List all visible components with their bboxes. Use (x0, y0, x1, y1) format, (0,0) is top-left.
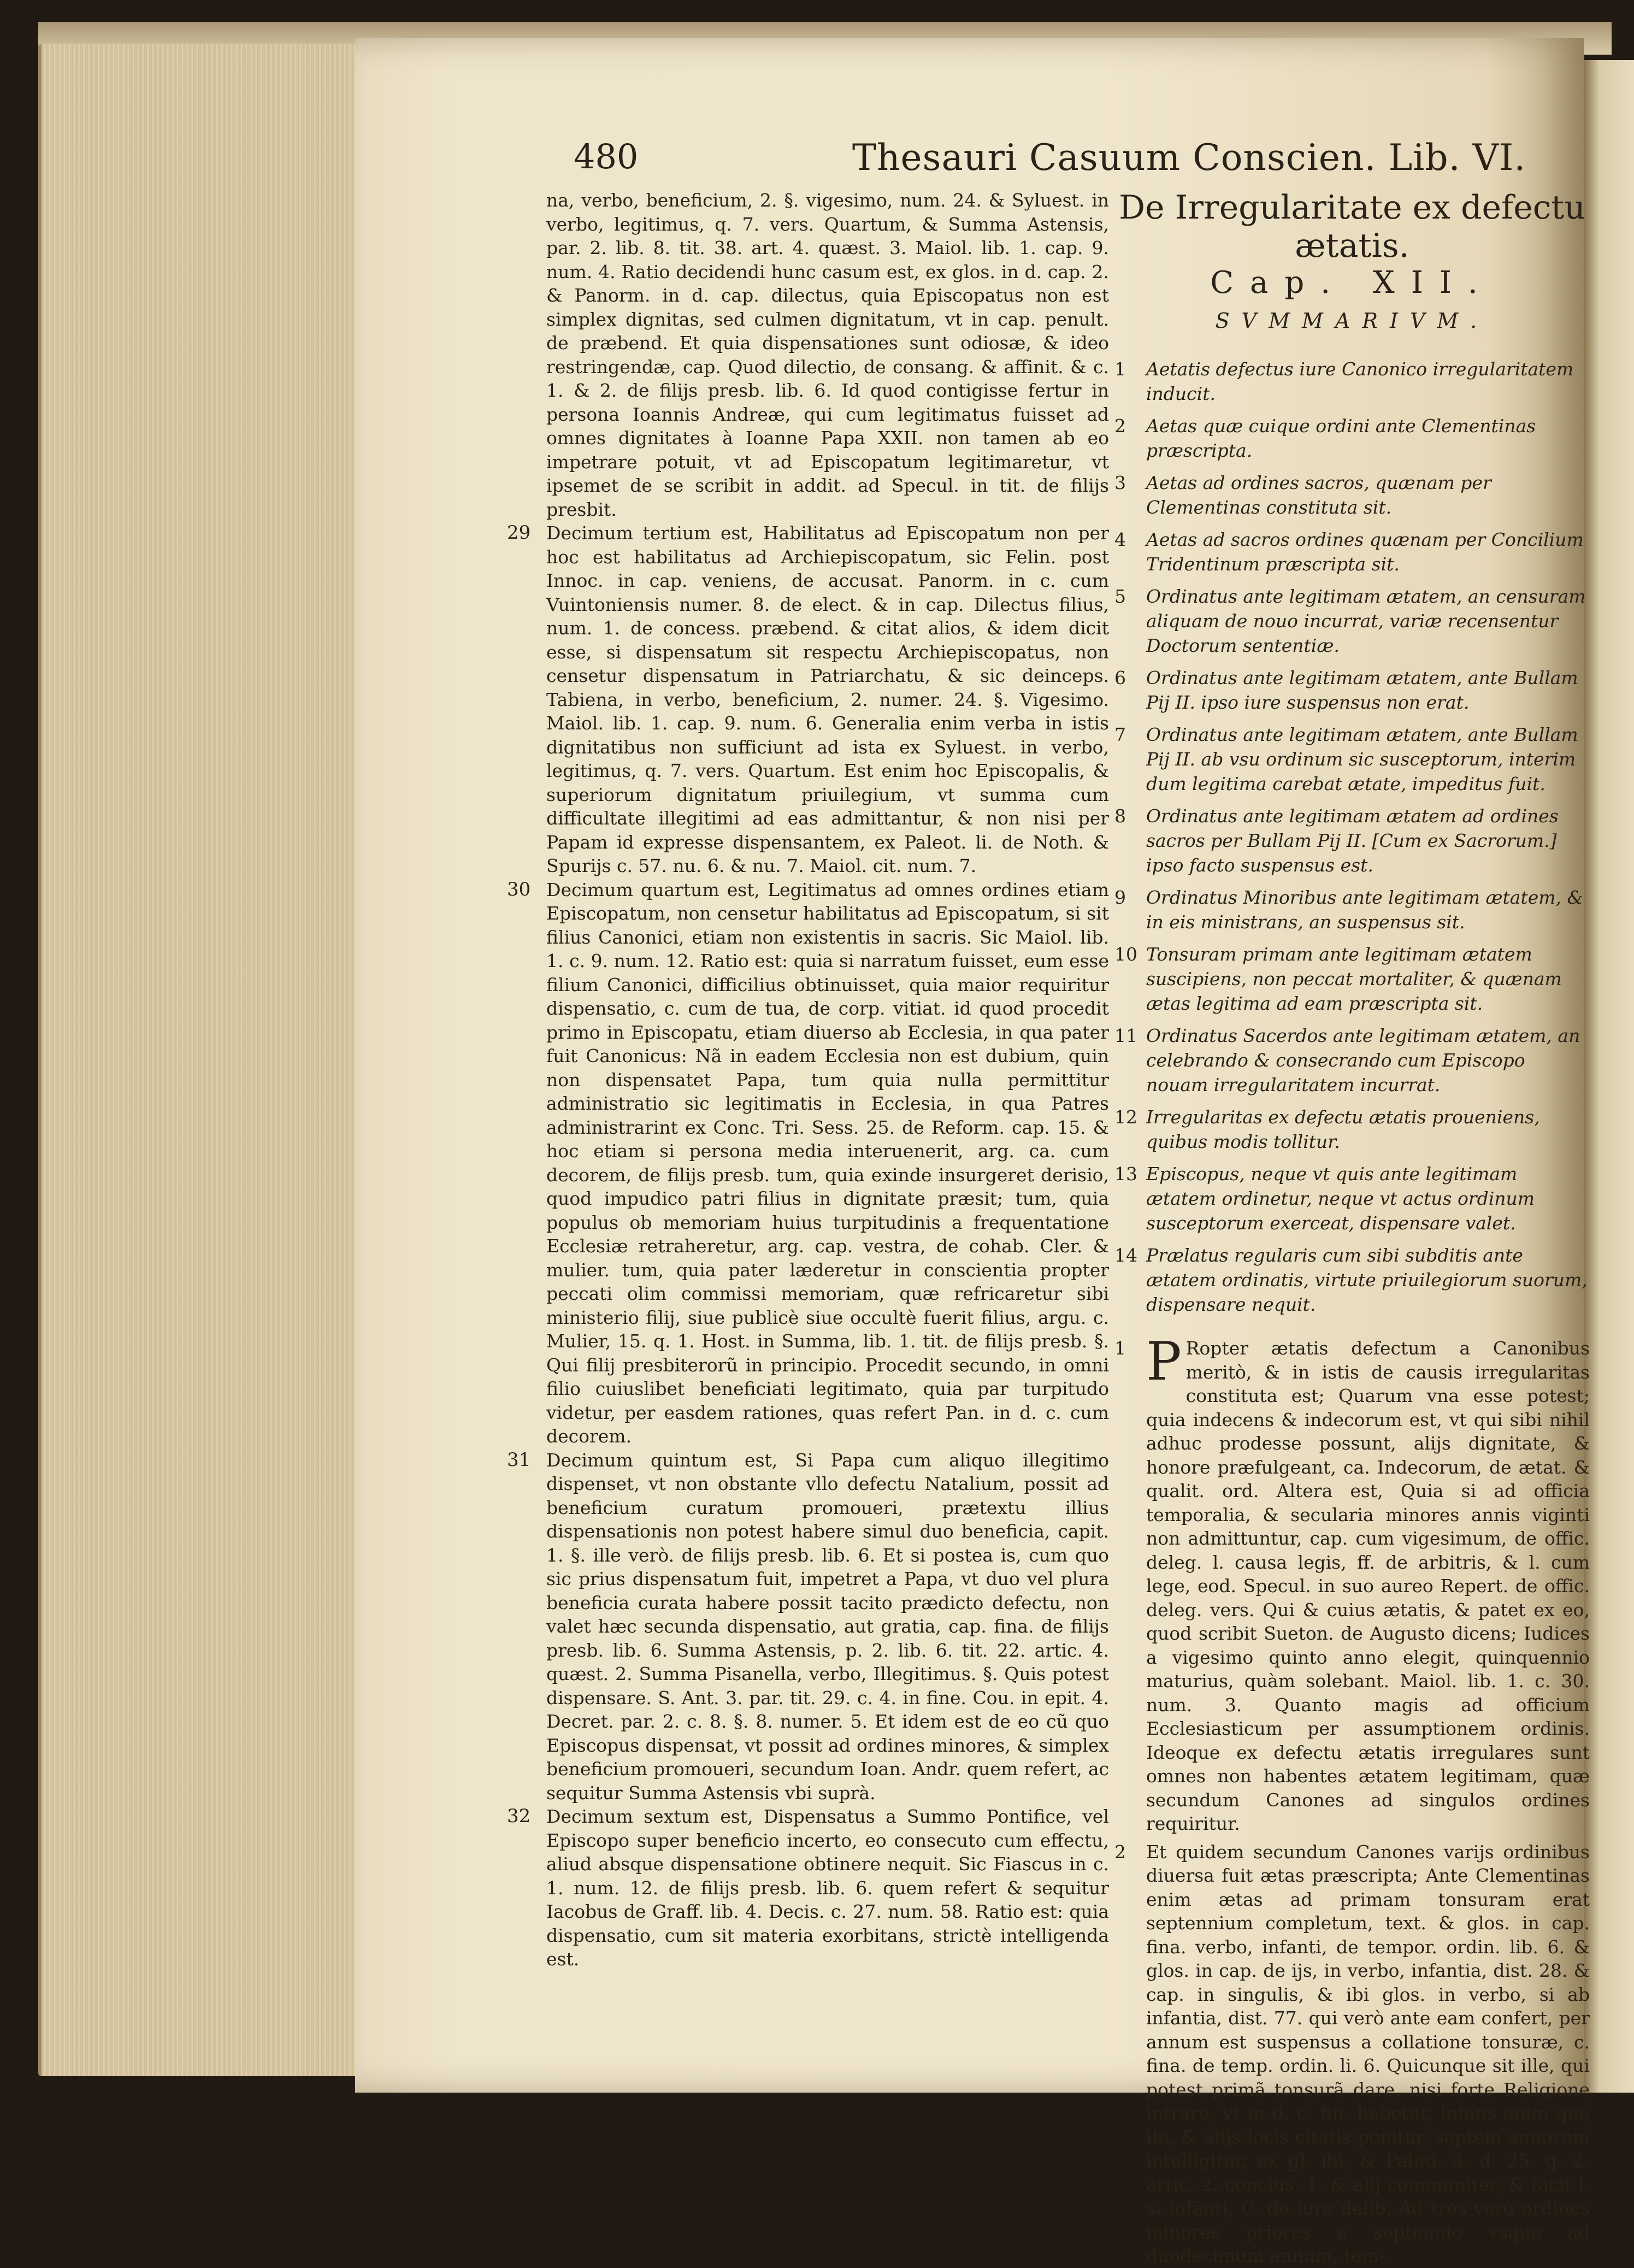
summary-item-number: 6 (1114, 667, 1126, 688)
left-paragraph-2 (507, 878, 1109, 1448)
summary-item-text: Episcopus, neque vt quis ante legitimam ætatem ordinetur, neque vt actus ordinum susceptorum exerceat, dispensare valet. (1146, 1163, 1535, 1234)
margin-number: 1 (1114, 1338, 1126, 1359)
left-paragraph-3 (507, 1448, 1109, 1805)
paragraph-text: na, verbo, beneficium, 2. §. vigesimo, num. 24. & Syluest. in verbo, legitimus, q. 7. vers. Quartum, & Summa Astensis, par. 2. lib. 8. tit. 38. art. 4. quæst. 3. Maiol. lib. 1. cap. 9. num. 4. Ratio decidendi hunc casum est, ex glos. in d. cap. 2. & Panorm. in d. cap. dilectus, quia Episcopatus non est simplex dignitas, sed culmen dignitatum, vt in cap. penult. de præbend. Et quia dispensationes sunt odiosæ, & ideo restringendæ, cap. Quod dilectio, de consang. & affinit. & c. 1. & 2. de filijs presb. lib. 6. Id quod contigisse fertur in persona Ioannis Andreæ, qui cum legitimatus fuisset ad omnes dignitates à Ioanne Papa XXII. non tamen ab eo impetrare potuit, vt ad Episcopatum legitimaretur, vt ipsemet de se scribit in addit. ad Specul. in tit. de filijs presbit. (546, 190, 1109, 520)
summary-item-number: 2 (1114, 415, 1126, 437)
summary-item-number: 11 (1114, 1025, 1137, 1046)
running-header (574, 137, 1557, 186)
summary-item-number: 12 (1114, 1106, 1137, 1128)
summary-item (1114, 804, 1590, 877)
margin-number: 2 (1114, 1841, 1126, 1863)
page-number: 480 (574, 137, 639, 176)
running-head-title: Thesauri Casuum Conscien. Lib. VI. (852, 137, 1526, 179)
left-paragraph-4 (507, 1805, 1109, 1971)
summary-item-text: Aetas ad sacros ordines quænam per Concilium Tridentinum præscripta sit. (1146, 529, 1584, 575)
summary-item-text: Prælatus regularis cum sibi subditis ante ætatem ordinatis, virtute priuilegiorum suorum, dispensare nequit. (1146, 1245, 1588, 1315)
summary-item-number: 10 (1114, 944, 1137, 965)
paragraph-text: Decimum quartum est, Legitimatus ad omnes ordines etiam Episcopatum, non censetur habilitatus ad Episcopatum, si sit filius Canonici, etiam non existentis in sacris. Sic Maiol. lib. 1. c. 9. num. 12. Ratio est: quia si narratum fuisset, eum esse filium Canonici, difficilius obtinuisset, quia maior requiritur dispensatio, c. cum de tua, de corp. vitiat. id quod procedit primo in Episcopatu, etiam diuerso ab Ecclesia, in qua pater fuit Canonicus: Nã in eadem Ecclesia non est dubium, quin non dispensatet Papa, tum quia nulla permittitur administratio sic legitimatis in Ecclesia, in qua Patres administrarint ex Conc. Tri. Sess. 25. de Reform. cap. 15. & hoc etiam si persona media interuenerit, arg. ca. cum decorem, de filijs presb. tum, quia exinde insurgeret derisio, quod impudico patri filius in dignitate præsit; tum, quia populus ob memoriam huius turpitudinis a frequentatione Ecclesiæ retraheretur, arg. cap. vestra, de cohab. Cler. & mulier. tum, quia pater læderetur in conscientia propter peccati olim commissi memoriam, quæ refricaretur sibi ministerio filij, siue publicè siue occultè fuerit filius, argu. c. Mulier, 15. q. 1. Host. in Summa, lib. 1. tit. de filijs presb. §. Qui filij presbiterorũ in principio. Procedit secundo, in omni filio cuiuslibet beneficiati legitimato, quia par turpitudo videtur, per easdem rationes, quas refert Pan. in d. c. cum decorem. (546, 879, 1109, 1447)
paragraph-text: Et quidem secundum Canones varijs ordinibus diuersa fuit ætas præscripta; Ante Clementinas enim ætas ad primam tonsuram erat septennium completum, text. & glos. in cap. fina. verbo, infanti, de tempor. ordin. lib. 6. & glos. in cap. de ijs, in verbo, infantia, dist. 28. & cap. in singulis, & ibi glos. in verbo, si ab infantia, dist. 77. qui verò ante eam confert, per annum est suspensus a collatione tonsuræ, c. fina. de temp. ordin. li. 6. Quicunque sit ille, qui potest primã tonsurã dare, nisi forte Religione intrare, vt in d. c. fin. habetur, infans enim quę ibi, & alijs locis citatis ponitur, septem annorum intelligitur, ex gl. ibi, & Palud. 4. d. 25. q. 2. artic. 2. conclus. 1. & alij communiter, & facit l. si infanti, C. de iure delib. Ad tres verò ordines minores priores a septennio vsque ad duodecimum annum, tem- (1146, 1841, 1590, 2266)
summary-item-number: 3 (1114, 472, 1126, 493)
margin-number: 31 (507, 1448, 531, 1471)
summary-item-number: 9 (1114, 887, 1126, 908)
right-text-column (1114, 188, 1590, 2268)
summary-item-number: 1 (1114, 358, 1126, 380)
margin-number: 29 (507, 522, 531, 544)
chapter-title: De Irregularitate ex defectu ætatis. (1118, 188, 1586, 265)
summary-item-text: Tonsuram primam ante legitimam ætatem suscipiens, non peccat mortaliter, & quænam ætas legitima ad eam præscripta sit. (1146, 944, 1562, 1014)
summary-item-text: Ordinatus ante legitimam ætatem, ante Bullam Pij II. ab vsu ordinum sic susceptorum, interim dum legitima carebat ætate, impeditus fuit. (1146, 724, 1578, 794)
chapter-body (1114, 1331, 1590, 2268)
summary-item-text: Aetas ad ordines sacros, quænam per Clementinas constituta sit. (1146, 472, 1491, 518)
summary-item (1114, 527, 1590, 576)
summary-item (1114, 1023, 1590, 1097)
summary-item-number: 7 (1114, 724, 1126, 745)
summary-item (1114, 470, 1590, 520)
summary-item (1114, 1105, 1590, 1154)
paragraph-text: Ropter ætatis defectum a Canonibus meritò, & in istis de causis irregularitas constituta est; Quarum vna esse potest; quia indecens & indecorum est, vt qui sibi nihil adhuc prodesse possunt, alijs dignitate, & honore præfulgeant, ca. Indecorum, de ætat. & qualit. ord. Altera est, Quia si ad officia temporalia, & secularia minores annis viginti non admittuntur, cap. cum vigesimum, de offic. deleg. l. causa legis, ff. de arbitris, & l. cum lege, eod. Specul. in suo aureo Repert. de offic. deleg. vers. Qui & cuius ætatis, & patet ex eo, quod scribit Sueton. de Augusto dicens; Iudices a vigesimo quinto anno elegit, quinquennio maturius, quàm solebant. Maiol. lib. 1. c. 30. num. 3. Quanto magis ad officium Ecclesiasticum per assumptionem ordinis. Ideoque ex defectu ætatis irregulares sunt omnes non habentes ætatem legitimam, quæ secundum Canones ad singulos ordines requiritur. (1146, 1338, 1590, 1834)
summary-item (1114, 722, 1590, 796)
summary-item-number: 4 (1114, 529, 1126, 550)
summary-item (1114, 357, 1590, 406)
drop-capital: P (1146, 1331, 1182, 1392)
summary-item-text: Ordinatus ante legitimam ætatem, an censuram aliquam de nouo incurrat, variæ recensentur Doctorum sententiæ. (1146, 586, 1586, 656)
summary-item-text: Ordinatus ante legitimam ætatem, ante Bullam Pij II. ipso iure suspensus non erat. (1146, 667, 1578, 713)
body-paragraph-2 (1114, 1840, 1590, 2268)
page-block-fore-edge (38, 44, 358, 2076)
summary-item-text: Irregularitas ex defectu ætatis proueniens, quibus modis tollitur. (1146, 1106, 1540, 1152)
summary-item (1114, 1162, 1590, 1235)
summary-item-text: Aetas quæ cuique ordini ante Clementinas præscripta. (1146, 415, 1536, 461)
left-text-column (507, 188, 1109, 1971)
chapter-number: Cap. XII. (1210, 265, 1494, 301)
summary-item (1114, 414, 1590, 463)
facing-page-edge (1584, 60, 1634, 2093)
summary-item (1114, 584, 1590, 658)
paragraph-text: Decimum sextum est, Dispensatus a Summo Pontifice, vel Episcopo super beneficio incerto, eo consecuto cum effectu, aliud absque dispensatione obtinere nequit. Sic Fiascus in c. 1. num. 12. de filijs presb. lib. 6. quem refert & sequitur Iacobus de Graff. lib. 4. Decis. c. 27. num. 58. Ratio est: quia dispensatio, cum sit materia exorbitans, strictè intelligenda est. (546, 1806, 1109, 1970)
paragraph-text: Decimum tertium est, Habilitatus ad Episcopatum non per hoc est habilitatus ad Archiepiscopatum, sic Felin. post Innoc. in cap. veniens, de accusat. Panorm. in c. cum Vuintoniensis numer. 8. de elect. & in cap. Dilectus filius, num. 1. de concess. præbend. & citat alios, & idem dicit esse, si dispensatum sit respectu Archiepiscopatus, non censetur dispensatum in Patriarchatu, & sic deinceps. Tabiena, in verbo, beneficium, 2. numer. 24. §. Vigesimo. Maiol. lib. 1. cap. 9. num. 6. Generalia enim verba in istis dignitatibus non sufficiunt ad ista ex Syluest. in verbo, legitimus, q. 7. vers. Quartum. Est enim hoc Episcopalis, & superiorum dignitatum priuilegium, vt summa cum difficultate illegitimi ad eas admittantur, & non nisi per Papam id expresse dispensantem, ex Paleot. li. de Noth. & Spurijs c. 57. nu. 6. & nu. 7. Maiol. cit. num. 7. (546, 522, 1109, 876)
body-paragraph-1 (1114, 1331, 1590, 1836)
summary-item-text: Ordinatus ante legitimam ætatem ad ordines sacros per Bullam Pij II. [Cum ex Sacrorum.] ipso facto suspensus est. (1146, 805, 1559, 876)
summary-item (1114, 665, 1590, 715)
summary-item-number: 5 (1114, 586, 1126, 607)
margin-number: 32 (507, 1805, 531, 1827)
margin-number: 30 (507, 878, 531, 900)
summary-item-number: 13 (1114, 1163, 1137, 1185)
summary-item-text: Aetatis defectus iure Canonico irregularitatem inducit. (1146, 358, 1574, 404)
summary-item-text: Ordinatus Minoribus ante legitimam ætatem, & in eis ministrans, an suspensus sit. (1146, 887, 1583, 933)
summary-list (1114, 357, 1590, 1317)
left-paragraph-1 (507, 521, 1109, 878)
summary-heading: SVMMARIVM. (1215, 309, 1489, 333)
summary-item (1114, 885, 1590, 934)
summary-item-number: 14 (1114, 1245, 1137, 1266)
summary-item-number: 8 (1114, 805, 1126, 827)
summary-item (1114, 1243, 1590, 1317)
summary-item (1114, 942, 1590, 1016)
summary-item-text: Ordinatus Sacerdos ante legitimam ætatem, an celebrando & consecrando cum Episcopo nouam irregularitatem incurrat. (1146, 1025, 1580, 1095)
left-paragraph-0 (546, 188, 1109, 521)
paragraph-text: Decimum quintum est, Si Papa cum aliquo illegitimo dispenset, vt non obstante vllo defectu Natalium, possit ad beneficium curatum promoueri, prætextu illius dispensationis non potest habere simul duo beneficia, capit. 1. §. ille verò. de filijs presb. lib. 6. Et si postea is, cum quo sic prius dispensatum fuit, impetret a Papa, vt duo vel plura beneficia curata habere possit tacito prædicto defectu, non valet hæc secunda dispensatio, aut gratia, cap. fina. de filijs presb. lib. 6. Summa Astensis, p. 2. lib. 6. tit. 22. artic. 4. quæst. 2. Summa Pisanella, verbo, Illegitimus. §. Quis potest dispensare. S. Ant. 3. par. tit. 29. c. 4. in fine. Cou. in epit. 4. Decret. par. 2. c. 8. §. 8. numer. 5. Et idem est de eo cũ quo Episcopus dispensat, vt possit ad ordines minores, & simplex beneficium promoueri, secundum Ioan. Andr. quem refert, ac sequitur Summa Astensis vbi suprà. (546, 1449, 1109, 1804)
